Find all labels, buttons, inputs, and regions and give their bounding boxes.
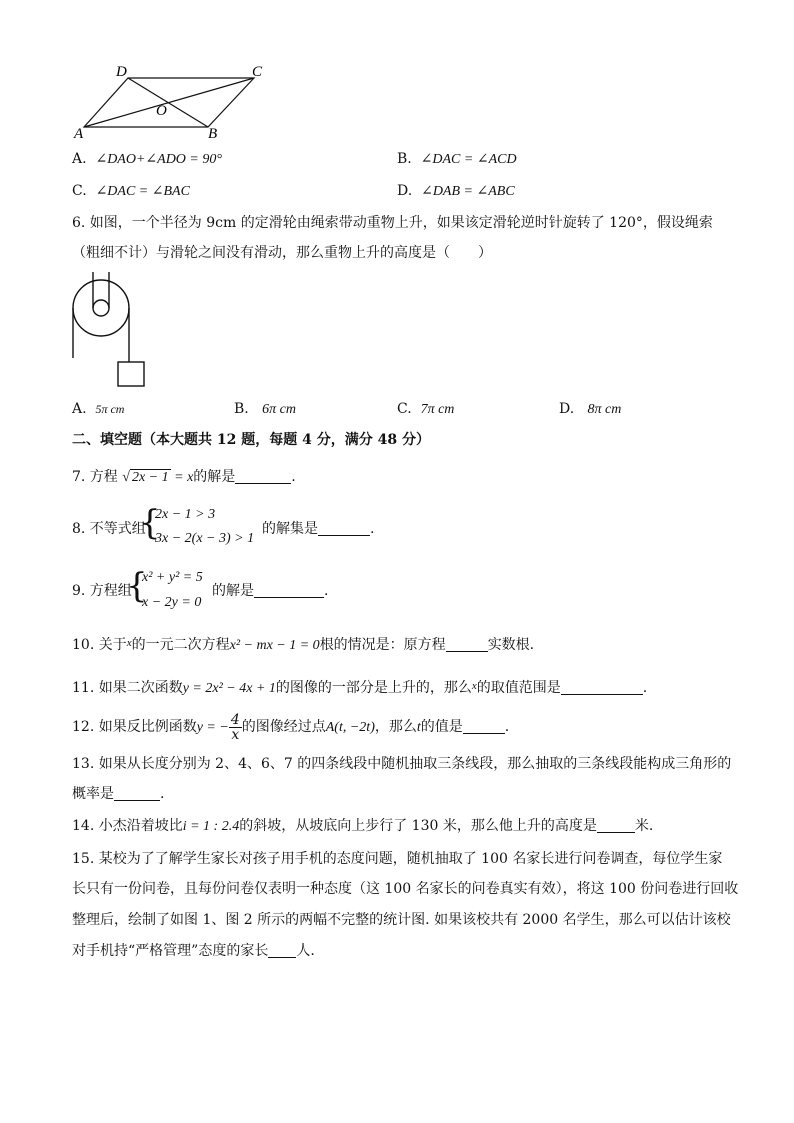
q14-answer-blank[interactable] — [597, 818, 635, 833]
q5-option-a: A. ∠DAO+∠ADO = 90° — [72, 151, 222, 167]
q8-row-2: 3x − 2(x − 3) > 1 — [155, 531, 255, 546]
q9-answer-blank[interactable] — [254, 583, 324, 598]
q6-line-2: （粗细不计）与滑轮之间没有滑动，那么重物上升的高度是（ ） — [72, 245, 492, 261]
q13-line-1: 13. 如果从长度分别为 2、4、6、7 的四条线段中随机抽取三条线段，那么抽取的三条线段能构成三角形的 — [72, 756, 732, 772]
q11-answer-blank[interactable] — [561, 680, 643, 695]
label-a: A — [74, 126, 84, 142]
q13-answer-blank[interactable] — [114, 786, 160, 801]
q6-option-b: B. 6π cm — [234, 401, 296, 417]
q6-option-a: A. 5π cm — [72, 401, 125, 417]
q8-prefix: 8. 不等式组 — [72, 521, 146, 537]
q10-answer-blank[interactable] — [446, 637, 488, 652]
q7-answer-blank[interactable] — [235, 469, 291, 484]
diagonal-bd — [128, 78, 208, 127]
pulley-axle — [93, 300, 109, 316]
q12-answer-blank[interactable] — [463, 719, 505, 734]
pulley-wheel — [73, 280, 129, 336]
q9-row-2: x − 2y = 0 — [142, 595, 202, 610]
q14: 14. 小杰沿着坡比i = 1 : 2.4的斜坡，从坡底向上步行了 130 米，那么他上升的高度是 米. — [72, 818, 654, 834]
q5-option-b: B. ∠DAC = ∠ACD — [397, 151, 517, 167]
q15-line-2: 长只有一份问卷，且每份问卷仅表明一种态度（这 100 名家长的问卷真实有效），将这 100 份问卷进行回收 — [72, 881, 739, 897]
q5-option-c: C. ∠DAC = ∠BAC — [72, 183, 190, 199]
q9-row-1: x² + y² = 5 — [142, 570, 203, 585]
q6-line-1: 6. 如图，一个半径为 9cm 的定滑轮由绳索带动重物上升，如果该定滑轮逆时针旋转了 120°，假设绳索 — [72, 215, 713, 231]
q13-line-2: 概率是 . — [72, 786, 165, 802]
q15-answer-blank[interactable] — [268, 943, 296, 958]
q15-line-1: 15. 某校为了了解学生家长对孩子用手机的态度问题，随机抽取了 100 名家长进行问卷调查，每位学生家 — [72, 851, 723, 867]
q15-line-4: 对手机持“严格管理”态度的家长 人. — [72, 943, 315, 959]
label-d: D — [116, 64, 127, 80]
q9-tail: 的解是 . — [212, 583, 329, 599]
q12-fraction: $\frac{4}{x}$ — [230, 711, 240, 743]
weight-block — [118, 362, 144, 386]
q7: 7. 方程 √ 2x − 1 = x的解是 . — [72, 469, 296, 485]
q8-brace: { — [139, 503, 161, 543]
q9-prefix: 9. 方程组 — [72, 583, 132, 599]
q15-line-3: 整理后，绘制了如图 1、图 2 所示的两幅不完整的统计图. 如果该校共有 2000 名学生，那么可以估计该校 — [72, 912, 731, 928]
q5-option-d: D. ∠DAB = ∠ABC — [397, 183, 515, 199]
label-c: C — [252, 64, 263, 80]
q6-option-c: C. 7π cm — [397, 401, 455, 417]
section-2-title: 二、填空题（本大题共 12 题，每题 4 分，满分 48 分） — [72, 432, 430, 448]
q6-option-d: D. 8π cm — [559, 401, 622, 417]
q8-row-1: 2x − 1 > 3 — [155, 507, 216, 522]
q8-answer-blank[interactable] — [318, 521, 370, 536]
q7-radicand: 2x − 1 — [131, 470, 169, 485]
pulley-figure — [68, 266, 158, 390]
label-o: O — [156, 103, 167, 119]
q12: 12. 如果反比例函数y = − $\frac{4}{x}$ 的图像经过点A(t, −2t)，那么t的值是 . — [72, 711, 510, 743]
q10: 10. 关于$^x$的一元二次方程x² − mx − 1 = 0根的情况是：原方程 实数根. — [72, 637, 535, 653]
q8-tail: 的解集是 . — [262, 521, 375, 537]
label-b: B — [208, 126, 218, 142]
q11: 11. 如果二次函数y = 2x² − 4x + 1的图像的一部分是上升的，那么$^x$的取值范围是 . — [72, 680, 648, 696]
parallelogram-figure — [70, 60, 280, 142]
q9-brace: { — [126, 566, 148, 606]
